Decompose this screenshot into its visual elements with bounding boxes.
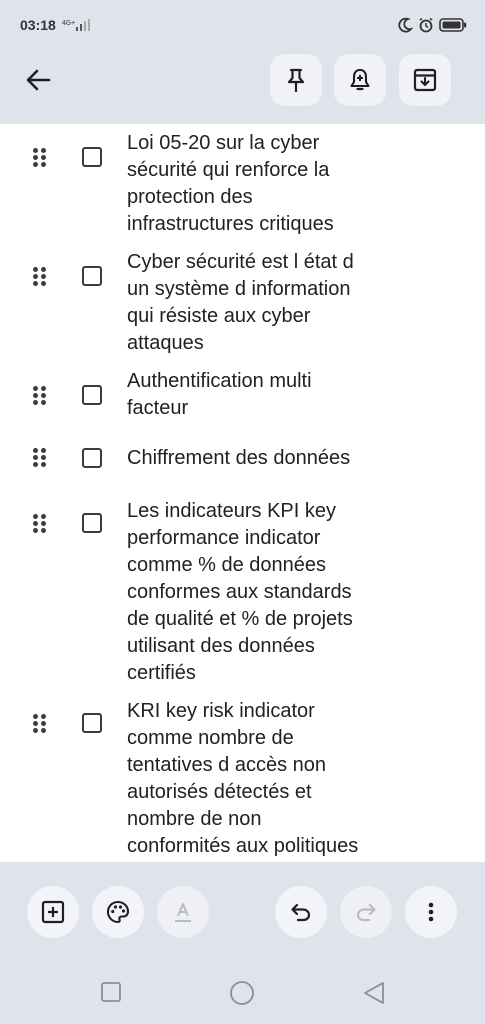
redo-button[interactable] [340, 886, 392, 938]
item-text[interactable]: Les indicateurs KPI key performance indicator comme % de données conformes aux standards de qualité et % de projets utilisant des données certifiés [127, 500, 353, 684]
text-format-button[interactable] [157, 886, 209, 938]
drag-handle-icon[interactable] [33, 714, 47, 734]
list-item [0, 494, 485, 684]
item-checkbox[interactable] [82, 385, 102, 405]
list-item [0, 128, 485, 240]
list-item [0, 442, 485, 482]
archive-button[interactable] [399, 54, 451, 106]
network-indicator [62, 19, 90, 31]
reminder-button[interactable] [334, 54, 386, 106]
checklist [0, 124, 485, 862]
arrow-back-icon [25, 68, 51, 92]
item-text[interactable]: KRI key risk indicator comme nombre de tentatives d accès non autorisés détectés et nombre de non conformités aux politiques [127, 700, 359, 857]
palette-icon [105, 899, 131, 925]
status-right [397, 17, 467, 33]
moon-icon [397, 17, 413, 33]
triangle-back-icon [362, 980, 386, 1006]
item-text[interactable]: Loi 05-20 sur la cyber sécurité qui renforce la protection des infrastructures critiques [127, 132, 334, 235]
bell-plus-icon [348, 67, 372, 93]
status-bar [0, 0, 485, 50]
bottom-toolbar [0, 862, 485, 1024]
palette-button[interactable] [92, 886, 144, 938]
pin-icon [285, 67, 307, 93]
battery-icon [439, 18, 467, 32]
add-box-icon [40, 899, 66, 925]
item-checkbox[interactable] [82, 147, 102, 167]
item-checkbox[interactable] [82, 266, 102, 286]
add-button[interactable] [27, 886, 79, 938]
back-nav-button[interactable] [362, 980, 386, 1011]
undo-button[interactable] [275, 886, 327, 938]
home-nav-button[interactable] [229, 980, 255, 1011]
circle-icon [229, 980, 255, 1006]
square-icon [99, 980, 123, 1004]
drag-handle-icon[interactable] [33, 148, 47, 168]
archive-icon [412, 67, 438, 93]
item-checkbox[interactable] [82, 713, 102, 733]
app-bar [0, 50, 485, 124]
system-nav-bar [0, 967, 485, 1017]
drag-handle-icon[interactable] [33, 514, 47, 534]
alarm-icon [418, 17, 434, 33]
item-text[interactable]: Authentification multi facteur [127, 370, 312, 419]
recents-nav-button[interactable] [99, 980, 123, 1009]
list-item [0, 695, 485, 862]
drag-handle-icon[interactable] [33, 386, 47, 406]
item-checkbox[interactable] [82, 448, 102, 468]
signal-icon [76, 19, 90, 31]
status-left [20, 17, 90, 33]
status-time: 03:18 [20, 17, 56, 33]
item-checkbox[interactable] [82, 513, 102, 533]
drag-handle-icon[interactable] [33, 267, 47, 287]
list-item [0, 247, 485, 359]
text-format-icon [170, 899, 196, 925]
more-options-button[interactable] [405, 886, 457, 938]
item-text[interactable]: Cyber sécurité est l état d un système d information qui résiste aux cyber attaques [127, 251, 354, 354]
redo-icon [353, 899, 379, 925]
list-item [0, 366, 485, 426]
network-label: 4G+ [61, 20, 76, 27]
pin-button[interactable] [270, 54, 322, 106]
item-text[interactable]: Chiffrement des données [127, 447, 351, 469]
back-button[interactable] [18, 62, 58, 98]
more-vert-icon [418, 899, 444, 925]
undo-icon [288, 899, 314, 925]
drag-handle-icon[interactable] [33, 448, 47, 468]
